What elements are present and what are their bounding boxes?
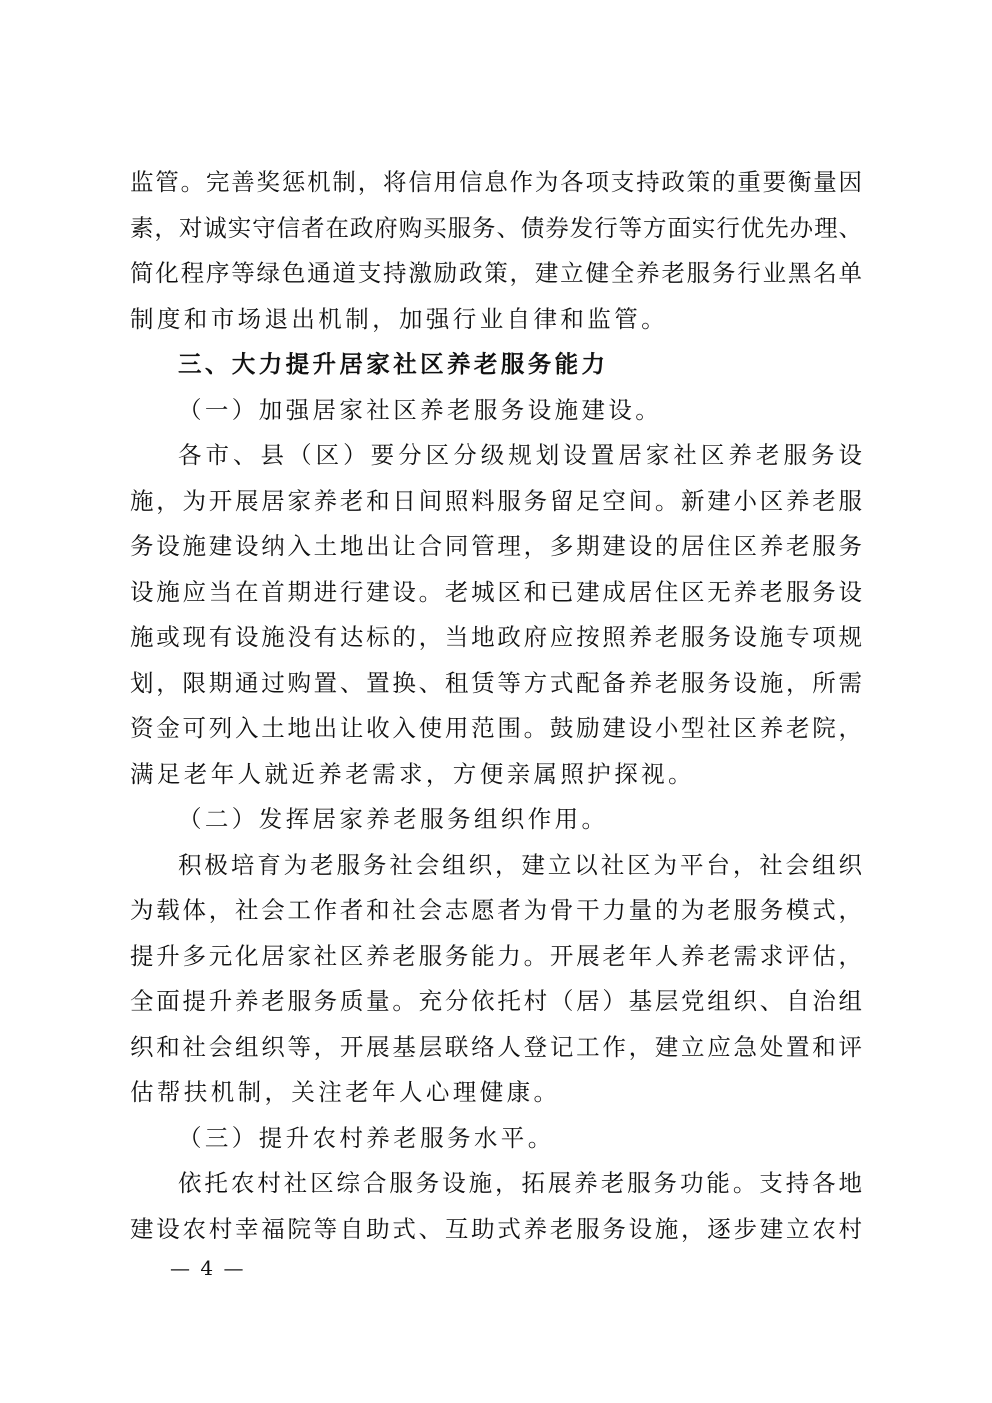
subsection-heading: （二）发挥居家养老服务组织作用。 bbox=[178, 805, 609, 833]
body-line: 监管。完善奖惩机制，将信用信息作为各项支持政策的重要衡量因 bbox=[130, 168, 862, 196]
body-line: 资金可列入土地出让收入使用范围。鼓励建设小型社区养老院， bbox=[130, 714, 862, 742]
body-line: 设施应当在首期进行建设。老城区和已建成居住区无养老服务设 bbox=[130, 577, 862, 606]
body-line: 建设农村幸福院等自助式、互助式养老服务设施，逐步建立农村 bbox=[130, 1214, 862, 1243]
body-line: 施或现有设施没有达标的，当地政府应按照养老服务设施专项规 bbox=[130, 623, 862, 651]
body-line: 织和社会组织等，开展基层联络人登记工作，建立应急处置和评 bbox=[130, 1032, 862, 1061]
page-number: — 4 — bbox=[170, 1256, 246, 1280]
section-heading: 三、大力提升居家社区养老服务能力 bbox=[178, 350, 609, 378]
body-line: 估帮扶机制，关注老年人心理健康。 bbox=[130, 1078, 561, 1106]
body-line: 为载体，社会工作者和社会志愿者为骨干力量的为老服务模式， bbox=[130, 896, 862, 924]
body-line: 积极培育为老服务社会组织，建立以社区为平台，社会组织 bbox=[178, 850, 862, 879]
body-line: 制度和市场退出机制，加强行业自律和监管。 bbox=[130, 304, 668, 333]
body-line: 全面提升养老服务质量。充分依托村（居）基层党组织、自治组 bbox=[130, 987, 862, 1015]
body-line: 满足老年人就近养老需求，方便亲属照护探视。 bbox=[130, 759, 695, 788]
body-line: 简化程序等绿色通道支持激励政策，建立健全养老服务行业黑名单 bbox=[130, 259, 862, 287]
body-line: 务设施建设纳入土地出让合同管理，多期建设的居住区养老服务 bbox=[130, 532, 862, 560]
body-line: 划，限期通过购置、置换、租赁等方式配备养老服务设施，所需 bbox=[130, 668, 862, 697]
subsection-heading: （一）加强居家社区养老服务设施建设。 bbox=[178, 395, 663, 424]
body-line: 施，为开展居家养老和日间照料服务留足空间。新建小区养老服 bbox=[130, 486, 862, 515]
body-line: 各市、县（区）要分区分级规划设置居家社区养老服务设 bbox=[178, 441, 862, 469]
body-line: 依托农村社区综合服务设施，拓展养老服务功能。支持各地 bbox=[178, 1169, 862, 1197]
body-line: 素，对诚实守信者在政府购买服务、债券发行等方面实行优先办理、 bbox=[130, 213, 862, 242]
subsection-heading: （三）提升农村养老服务水平。 bbox=[178, 1123, 555, 1152]
body-line: 提升多元化居家社区养老服务能力。开展老年人养老需求评估， bbox=[130, 941, 862, 970]
document-body bbox=[130, 160, 862, 1252]
